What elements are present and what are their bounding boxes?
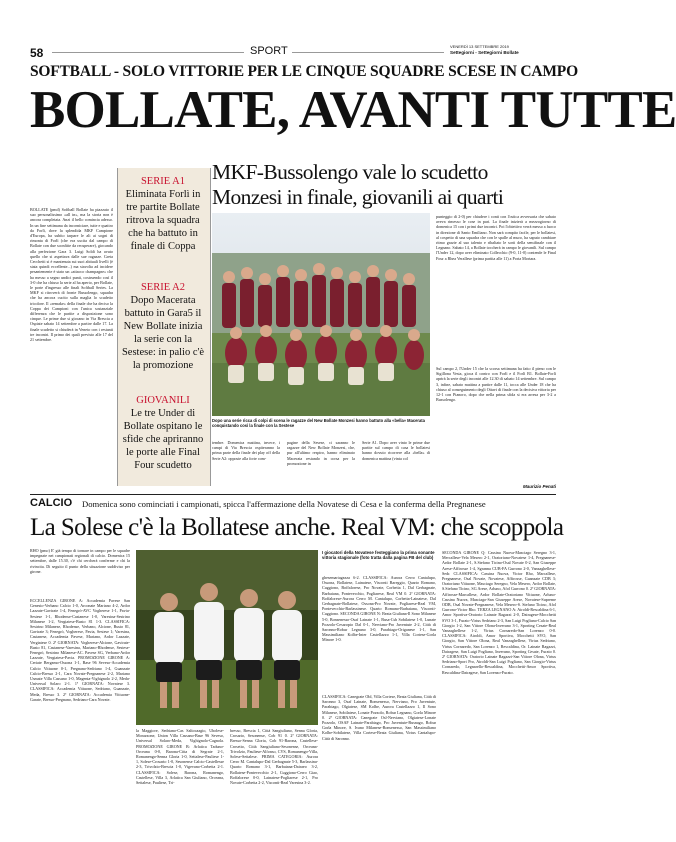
sidebar-text: Le tre Under di Bollate ospitano le sfide che apriranno le porte alle Final Four scudetto — [122, 408, 204, 471]
softball-body-bottom-3: Serie A1. Dopo aver vinto le prime due partite sul campo di casa le bollatesi hanno dovuto ricorrere alla «bella» di domenica mattina (vinta col — [362, 440, 430, 461]
softball-kicker: SOFTBALL - SOLO VITTORIE PER LE CINQUE SQUADRE SCESE IN CAMPO — [30, 63, 578, 80]
sidebar-title: SERIE A2 — [140, 282, 186, 293]
sidebar-block-a1 — [117, 176, 209, 253]
sidebar-title: GIOVANILI — [136, 395, 190, 406]
calcio-col-mid-a: la Maggiore, Sedriano-Cas Saltocaagio, Ubolese-Morazzone, Union Villa Cassano-Base 96 Seveso, Universal Solaro-Meda, Vighignolo-Cagnola. PROMOZIONE GIRONE B: Arlatica Taduno-Orceana 0-0, Barona-Citta di Segrate 2-1, Romanengo-Senna Gloria 1-0, Settalese-Pauliese 1-1, Solese-Crosario 1-0, Sesonense Calcio-Castellesse 2-3, Trivolzio-Brescia 1-0, Vigevano-Corbetta 2-1. CLASSIFICA: Solese, Barona, Romanengo, Castellese, Villa 3, Arlatica San Giuliano, Orceana, Settalese, Pauliese, Tri- — [136, 728, 224, 786]
softball-body-right-a: punteggio di 2-0) per chiudere i conti con l'ostica avversaria che sabato aveva rimesso le cose in pari. La finale inizierà a mezzogiorno di domenica 15 con i primi due incontri. Poi l'obiettivo verrà messo a fuoco in direzione di Santo Emiliano. Non sarà compito facile, per le bollatesi, al cospetto di una squadra che con le spalle al muro, ha saputo cambiare ritmo grazie al suo talento e ribaltato le sorti della semifinale con il Legnano. Sabato 14, a Bollate toccherà in campo le giovanili. Sul campo l'Under 12, dopo aver eliminato Collecchio (9-0, 11-0) contende le Final Four a Rhea Verallese (prima partita alle 11) a Porta Mortara. — [436, 214, 556, 261]
calcio-col-right-a: ghesemartagazza 6-2. CLASSIFICA: Aurora Cerro Cantalupo, Ossona, Bollatese, Lainatese, Visconti Bareggio, Quarto Romano, Cuggiono, Boffalorese, Pro Novate, Corbetta 1, Dal Gerbagnate, Barbaiana, Pontevecchio, Pogliarese, Real VM 0. 2ª GIORNATA: Boffalorese-Aurora Cerro M. Cantalupo, Corbetta-Lainatese, Dal Gerbagnate-Bollatese, Ossona-Pro Novate, Pogliarese-Real VM, Pontevecchio-Barlassinese. Quarto Romano-Barbaiana, Visconti-Cuggiono. SECONDA GIRONE N: Beata Giuliana-Il Sono Milanese 5-0, Bonsenesso-Osaf Lainate 1-1, Busa-Csb Sobilatese 1-0, Lunate Pozzolo-Cesaropio Dal 0-1, Nerviano-Pro Juventute 2-2, Città di Saronno-Robur Legnano 3-0, Parabiago-Origanese 1-1, San Massimiliano Kolbe-Inter Castellazzo 1-1, Villa Cortese-Gorla Minore 1-0. — [322, 575, 436, 643]
sidebar-block-giovanili — [117, 395, 209, 472]
header-date: VENERDÌ 13 SETTEMBRE 2019 — [450, 44, 509, 49]
calcio-col-left: ECCELLENZA GIRONE A: Accademia Pavese San Genesio-Verbano Calcio 1-0, Arconate Mariano 4-2, Ardor Lazzate-Gavirate 1-4, Fenegrò-AVC Vogherese 1-1, Pavia-Sestese 1-1, Rhodense-Castanese 1-0, Varesina-Sestrino Milanese 1-2, Vergiatese-Busto 81 1-3. CLASSIFICA: Sestrino Milanese, Rhodense, Verbano, Alcione, Busto 81, Gavirate 3; Fenegrò, Vogherese, Pavia, Sestese 1; Varesina, Castanese, Accademia Pavese, Mariano, Ardor Lazzate, Vergiatese 0. 2ª GIORNATA: Vogherese-Alcione, Gavirate-Busto 81, Castanese-Varesina, Mariano-Rhodense, Sestese-Fenegrò, Sestrino Milanese-AC. Pavese SG, Verbano-Ardor Lazzate, Vergiatese-Pavia. PROMOZIONE GIRONE A: Ceriate Bergamo-Ossona 1-1, Base 96 Seveso-Accademia Calcio Vittuone 0-1, Pregnano-Sedriano 1-4, Guanzate Calcio-Bresso 2-1, Cara Novate-Pregnanese 2-2, Mariano Usmate Villa Cassano 1-0, Magenta-Vighignolo 2-2, Meda-Universal Solaro 2-1. 1ª GIORNATA: Novatese 3. CLASSIFICA: Accademia Vittuone, Sedriano, Guanzate, Meda, Bresso 3. 2ª GIORNATA: Accademia Vittuone-Garate, Bresso-Pregnano, Sedriano-Cara Novate. — [30, 598, 130, 702]
sidebar-text: Eliminata Forlì in tre partite Bollate ritrova la squadra che ha battuto in finale di Coppa — [125, 189, 201, 252]
calcio-col-far-right: SECONDA GIRONE Q: Cassina Nuova-Masciago Seregno 3-1, Mercallese-Vela Mesero 2-1, Oratoriano-Novatese 1-4, Pregnanese-Ardor Bollate 2-1, S.Stefano Ticino-Osal Novate 0-2, San Giuseppe Arese-Affirosse 1-4, Sgranna CUB-FA Gurrono 2-0, Vanzaghellese-Sedr. CLASSIFICA: Cassina Nuova, Victor Rho, Marcallese, Pregnanese, Osal Novate, Novatese, Affirosse, Guanzate CDB 3; Oratoriano Vittuone, Masciago Seregno, Vela Mesero, Ardor Bollate, S.Stefano Ticino, SG Arese, Arluno, Afol Gurrono 0. 2ª GIORNATA: Affirosse-Marcallese, Ardor Bollate-Oratoriano Vittuone, Arluno-Cassina Nuova, Masciago-San Giuseppe Arese, Novatese-Supreme ODB, Osal Novate-Pregnanese, Vela Mesero-S. Stefano Ticino, Afol Gurrono-Victor Rho. TERZA LEGNANO A: Airoldi-Rescaldina 6-1, Amor Sportiva-Oratorio Lainate Ragazzi 2-0, Dairagese-Mocchetti SVO 3-1, Furato-Virtus Sedriano 2-3, San Luigi Pogliano-Calcio San Giorgio 1-2, San Vittore Olona-Inveruno 3-1, Sporting Cesate-Real Vanzaghellese 1-2, Virtus Cornaredo-San Lorenzo 0-0. CLASSIFICA: Airoldi, Amor Sportiva, Mocchetti SVO, San Giorgio, San Vittore Olona, Real Vanzaghellese, Virtus Sedriano, Virtus Cornaredo, San Lorenzo 1, Rescaldina, Or. Lainate Ragazzi, Dairagese, San Luigi Pogliano, Inveruno, Sporting Cesate, Furato 0. 2ª GIORNATA: Oratorio Lainate Ragazzi-San Vittore Olona, Virtus Sedriano-Sport Pro, Airoldi-San Luigi Pogliano, San Giorgio-Virtus Cornaredo, Legnarello-Rescaldina, Mocchetti-Amor Sportiva, Rescaldina-Dairagese, San Lorenzo-Furato. — [442, 550, 556, 675]
team-photo-svg — [212, 213, 430, 416]
sidebar-text: Dopo Macerata battuto in Gara5 il New Bollate inizia la serie con la Sestese: in palio c'è la promozione — [121, 295, 205, 371]
calcio-photo-svg — [136, 550, 318, 725]
calcio-label: CALCIO — [30, 497, 73, 509]
sidebar-block-a2 — [117, 282, 209, 372]
header-rule-left — [52, 52, 244, 53]
header-rule-right — [292, 52, 444, 53]
softball-body-left: BOLLATE (pmd) Softball Bollate ha piazzato il suo personalissimo «all in», ma la storia non è ancora completata. Anzi il bello comincia adesso. In un fine settimana da incorniciare, tutte e quattro da Forlì, dove la splendida MKF Campione d'Europa, ha subito tarpare le ali ai sogni di rimonta di Forlì (che era uscita dal campo di Bollate con due sconfitte da recuperare), giocando alla perfezione Gara 3. Luigi Soldi ha avuto quello che si aspettava dalle sue ragazze. Greta Cecchetti si è mantenuta sui suoi abituali livelli (è stata quindi eccellente...) ma stavolta ad incidere pesantemente è stato un «attacco champagne» che ha messo a segno undici punti, costruendo così il 3-0 che ha chiuso la serie al ha aperto, per Bollate, le porte d'ingresso alle finali Softball Series. La MKF si ritroverà di fronte Bussolengo, squadra che ha ancora cucito sulla maglia lo scudetto tricolore. Il «remake» della finale che ha deciso la Coppa dei Campioni con l'unica sostanziale differenza che le partite a disposizione sono cinque. Le prime due si giocano in Via Brescia a Ospiate sabato 14 settembre a partire dalle 17. La finale scudetto si chiuderà in Veneto con i restanti tre incontri. Il primo dei quali previsto alle 17 del 21 settembre. — [30, 207, 113, 343]
calcio-headline: La Solese c'è la Bollatese anche. Real VM: che scoppola — [30, 514, 564, 541]
softball-sub-headline-2: Monzesi in finale, giovanili ai quarti — [212, 185, 504, 209]
calcio-intro: RHO (pmo) E' già tempo di tornare in campo per le squadre impegnate nei campionati regionali di calcio. Domenica 15 settembre, dalle 15.30, c'è chi cercherà conferme e chi la rivincita. Di seguito il punto della situazione suddiviso per girone. — [30, 548, 130, 574]
calcio-photo-caption: I giocatori della Novatese festeggiano la prima sonante vittoria stagionale (foto tratta dalla pagina FB del club) — [322, 550, 435, 561]
calcio-divider — [30, 494, 556, 495]
calcio-col-mid-b: bresso, Brescia 1, Città Sangiuliano, Senna Gloria, Crosario, Sesonense, Cob 91 0. 2ª GIORNATA: Bresso-Senna Gloria, Cob 91-Barona, Castellese-Crosetto, Città Sangiuliano-Sesonense, Orceana-Trivolzio, Pauliese-Alfonso, CVS, Romanengo-Villa, Solese-Settalese. PRIMA CATEGORIA: Aurora Cerro M. Cantalupo-Dal Gerbagnate 5-3, Barlassina-Quarto Romano 3-1, Barbaiana-Dairaeo 3-2, Bollatese-Pontevecchio 2-1, Cuggiono-Cerro Giao, Boffalorese 0-0, Lainatese-Pogliarese 2-1, Pro Novate-Corbetta 2-2, Visconti-Real Varesina 3-2. — [230, 728, 318, 786]
calcio-team-photo — [136, 550, 318, 725]
section-label: SPORT — [250, 45, 288, 57]
calcio-kicker: Domenica sono cominciati i campionati, spicca l'affermazione della Novatese di Cesa e la conferma della Pregnanese — [82, 499, 486, 509]
softball-photo-caption: Dopo una serie ricca di colpi di scena le ragazze del New Bollate Monzesi hanno battuto alla «bella» Macerata conquistando così la finale con la Sestese — [212, 418, 425, 429]
softball-body-right-b: Sul campo 2, l'Under 15 che la scorsa settimana ha fatto il pieno con le Sigillona Vesta, gioca il contro con Forlì e il Forlì B1. Bollate-Forlì aprirà la serie degli incontri alle 12.30 di sabato 14 settembre. Sul campo 3, infine, sabato mattina a partire dalle 11, tocca alle Under 18 che ha chiuso al conseguimento degli Ottavi di finale con la decisiva vittoria per 12-1 con Pianoro, dopo che nella prima sfida si era arresa per 3-2 a Bussolengo. — [436, 366, 556, 403]
header-edition: Settegiorni - Settegiorni Bollate — [450, 50, 519, 55]
page-number: 58 — [30, 46, 44, 60]
softball-body-bottom-2: pagine della Sesese, ci saranno le ragazze del New Bollate Monzesi, che, pur all'ultimo respiro, hanno eliminato Macerata restando in corsa per la promozione in — [287, 440, 355, 466]
softball-headline: BOLLATE, AVANTI TUTTE — [30, 81, 676, 139]
calcio-col-right-b: CLASSIFICA: Canegrate Old, Villa Cortese, Beata Giuliana, Città di Saronno 3, Osaf Lainate, Bonsenesso, Nerviano, Pro Juventute, Parabiago, Olgiatese, SM Kolbe, Aurora Castellazzo 1, Il Sono Milanese, Sobilatese, Lonate Pozzolo, Robur Legnano, Gorla Minore 0. 2ª GIORNATA: Canegrate Osl-Nerviano, Olgiatese-Lonate Pozzolo, OSAF Lainate-Parabiago, Pro Juventute-Busnago, Robur Gorla Minore, S. Ivano Milanese-Bonsenesso, San Massimiliano Kolbe-Sobilatese, Villa Cortese-Beata Giuliana, Virtus Cantalupo-Città di Saronno. — [322, 694, 436, 741]
softball-sub-headline-1: MKF-Bussolengo vale lo scudetto — [212, 160, 488, 184]
sidebar-title: SERIE A1 — [140, 176, 186, 187]
softball-body-bottom-1: tembre. Domenica mattina, invece, i campi di Via Brescia ospiteranno la prima parte della finale dei play off della Serie A2: opposte alla forte com- — [212, 440, 280, 461]
softball-author: Maurizio Penati — [522, 484, 556, 489]
softball-team-photo — [212, 213, 430, 416]
